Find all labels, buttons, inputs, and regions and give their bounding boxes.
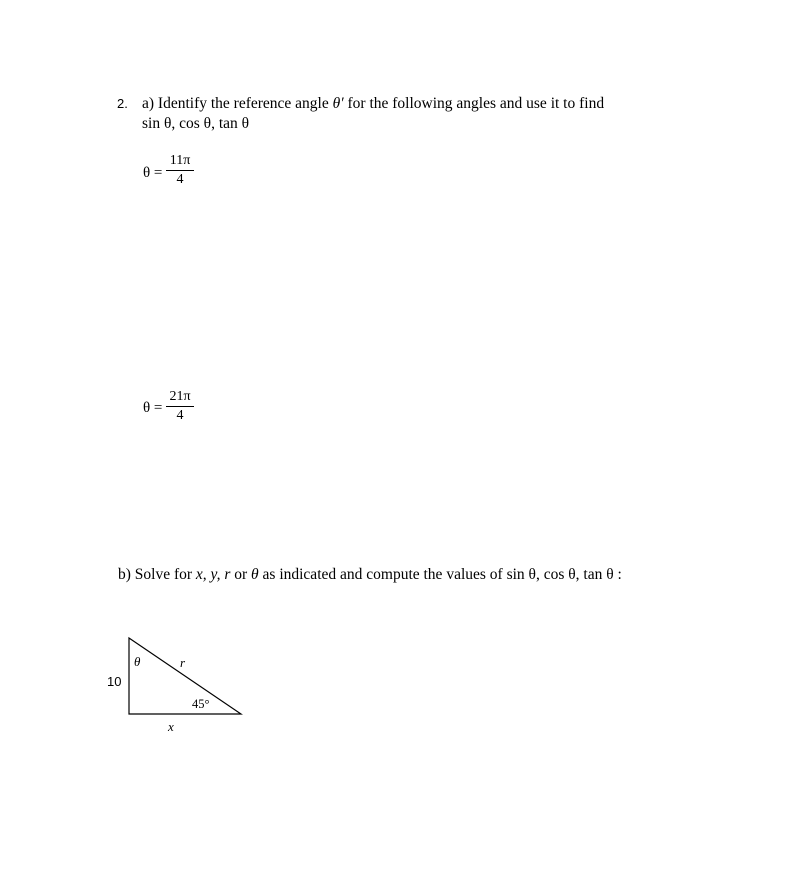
part-b-funcs: sin θ, cos θ, tan θ : bbox=[506, 566, 622, 583]
equation-2-denominator: 4 bbox=[176, 408, 184, 423]
part-b-or: or bbox=[234, 566, 248, 583]
part-b-theta: θ bbox=[251, 566, 259, 583]
fraction-bar bbox=[166, 170, 194, 171]
question-number: 2. bbox=[117, 96, 128, 111]
angle-45-label: 45° bbox=[192, 697, 210, 711]
part-a-suffix: for the following angles and use it to find bbox=[347, 95, 605, 112]
equation-1-denominator: 4 bbox=[176, 172, 184, 187]
reference-angle-symbol: θ′ bbox=[332, 95, 344, 112]
equation-2-lhs: θ = bbox=[143, 400, 163, 416]
side-length-label: 10 bbox=[107, 674, 122, 689]
part-a-functions: sin θ, cos θ, tan θ bbox=[142, 115, 250, 132]
fraction-bar bbox=[166, 406, 194, 407]
angle-theta-label: θ bbox=[134, 654, 141, 669]
equation-1-lhs: θ = bbox=[143, 165, 163, 181]
equation-1-fraction bbox=[166, 153, 194, 188]
part-a-prefix: a) Identify the reference angle bbox=[142, 95, 329, 112]
part-b-instruction bbox=[118, 566, 622, 584]
part-a-instruction bbox=[142, 95, 604, 113]
equation-2-fraction bbox=[166, 389, 194, 424]
part-b-prefix: b) Solve for bbox=[118, 566, 193, 583]
equation-1-numerator: 11π bbox=[169, 153, 191, 168]
base-x-label: x bbox=[168, 719, 174, 734]
equation-2-numerator: 21π bbox=[169, 389, 191, 404]
part-b-vars: x, y, r bbox=[195, 566, 231, 583]
hypotenuse-label: r bbox=[180, 655, 186, 670]
part-b-middle: as indicated and compute the values of bbox=[262, 566, 503, 583]
triangle-shape bbox=[129, 638, 241, 714]
